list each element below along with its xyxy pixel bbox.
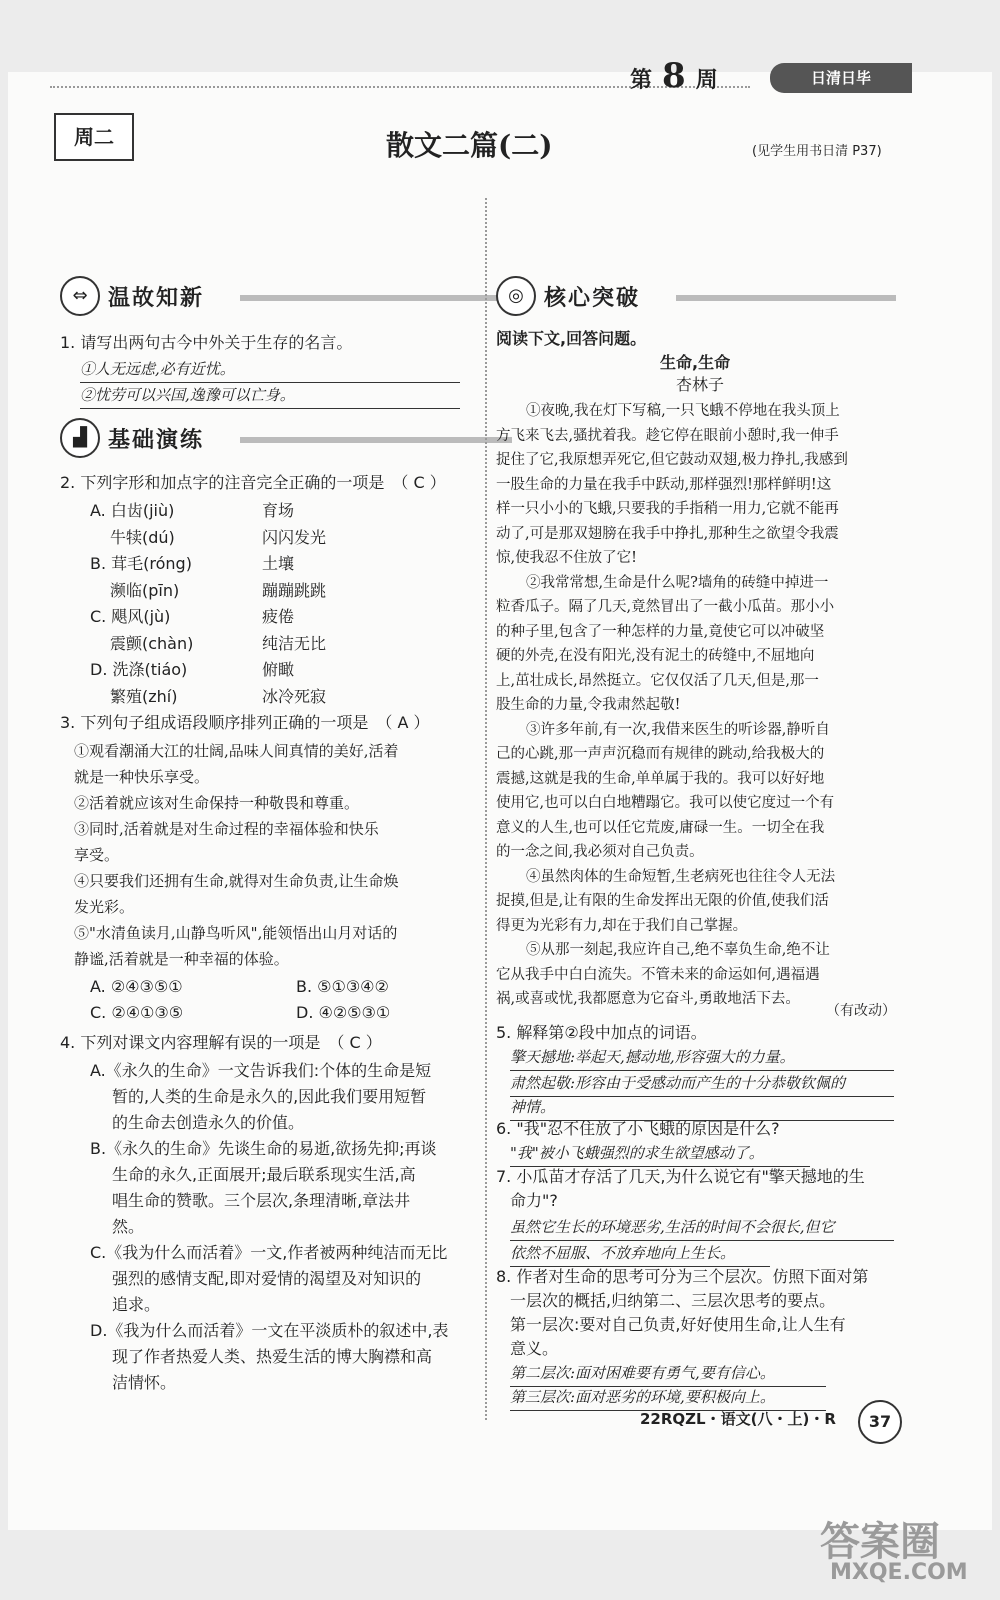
passage-line: 捉住了它,我原想弄死它,但它鼓动双翅,极力挣扎,我感到 xyxy=(496,452,848,468)
option-3c: C. ②④①③⑤ xyxy=(90,1003,184,1022)
question-4-option-line: 洁情怀。 xyxy=(112,1373,177,1392)
question-7-line2: 命力"? xyxy=(510,1191,558,1210)
question-4-option-line: 现了作者热爱人类、热爱生活的博大胸襟和高 xyxy=(112,1347,433,1366)
arrows-icon: ⇔ xyxy=(60,276,100,316)
question-4-option-line: 暂的,人类的生命是永久的,因此我们要用短暂 xyxy=(112,1087,427,1106)
daily-tag: 日清日毕 xyxy=(770,63,912,93)
level-1-line2: 意义。 xyxy=(510,1339,559,1358)
passage-line: 祸,或喜或忧,我都愿意为它奋斗,勇敢地活下去。 xyxy=(496,991,800,1007)
passage-line: 硬的外壳,在没有阳光,没有泥土的砖缝中,不屈地向 xyxy=(496,648,815,664)
target-icon: ◎ xyxy=(496,276,536,316)
passage-line: 方飞来飞去,骚扰着我。趁它停在眼前小憩时,我一伸手 xyxy=(496,427,839,444)
question-3-sentence: ③同时,活着就是对生命过程的幸福体验和快乐 xyxy=(74,820,379,838)
question-4-option-line: A.《永久的生命》一文告诉我们:个体的生命是短 xyxy=(90,1061,432,1080)
question-3-sentence: ①观看潮涌大江的壮阔,品味人间真情的美好,活着 xyxy=(74,742,399,760)
passage-line: 捉摸,但是,让有限的生命发挥出无限的价值,使我们活 xyxy=(496,893,829,909)
passage-line: 粒香瓜子。隔了几天,竟然冒出了一截小瓜苗。那小小 xyxy=(496,599,835,615)
day-badge: 周二 xyxy=(54,113,134,161)
question-4-option-line: 唱生命的赞歌。三个层次,条理清晰,章法井 xyxy=(112,1191,411,1210)
passage-line: 的种子里,包含了一种怎样的力量,竟使它可以冲破坚 xyxy=(496,623,825,640)
watermark-logo: 答案圈 xyxy=(820,1519,940,1565)
page-number: 37 xyxy=(858,1400,902,1444)
option-2-item: 纯洁无比 xyxy=(262,633,327,653)
option-2-item: 繁殖(zhí) xyxy=(110,686,178,706)
question-3-sentence: 静谧,活着就是一种幸福的体验。 xyxy=(74,950,289,968)
footer-code: 22RQZL・语文(八・上)・R xyxy=(640,1410,836,1428)
section-core: ◎ 核心突破 xyxy=(496,276,640,316)
passage-title: 生命,生命 xyxy=(660,353,731,372)
answer-7-line1: 虽然它生长的环境恶劣,生活的时间不会很长,但它 xyxy=(510,1214,894,1241)
question-4-option-line: C.《我为什么而活着》一文,作者被两种纯洁而无比 xyxy=(90,1243,448,1262)
passage-author: 杏林子 xyxy=(676,375,725,394)
question-4-option-line: 强烈的感情支配,即对爱情的渴望及对知识的 xyxy=(112,1269,422,1288)
passage-line: 意义的人生,也可以任它荒废,庸碌一生。一切全在我 xyxy=(496,819,825,836)
passage-line: 的一念之间,我必须对自己负责。 xyxy=(496,844,704,860)
passage-line: ③许多年前,有一次,我借来医生的听诊器,静听自 xyxy=(526,721,830,738)
passage-line: 它从我手中白白流失。不管未来的命运如何,遇福遇 xyxy=(496,966,820,983)
answer-6: "我"被小飞蛾强烈的求生欲望感动了。 xyxy=(510,1140,810,1167)
question-4-option-line: 生命的永久,正面展开;最后联系现实生活,高 xyxy=(112,1165,416,1184)
passage-line: ⑤从那一刻起,我应许自己,绝不辜负生命,绝不让 xyxy=(526,942,830,958)
reference-note: (见学生用书日清 P37) xyxy=(752,144,882,159)
question-4-option-line: D.《我为什么而活着》一文在平淡质朴的叙述中,表 xyxy=(90,1321,449,1340)
question-3-sentence: ⑤"水清鱼读月,山静鸟听风",能领悟出山月对话的 xyxy=(74,924,398,942)
column-divider xyxy=(485,198,487,1420)
answer-1a: ①人无远虑,必有近忧。 xyxy=(80,356,460,383)
option-3b: B. ⑤①③④② xyxy=(296,977,389,996)
question-6: 6. "我"忍不住放了小飞蛾的原因是什么? xyxy=(496,1119,780,1138)
option-2-item: C. 飓风(jù) xyxy=(90,607,171,626)
passage-line: ①夜晚,我在灯下写稿,一只飞蛾不停地在我头顶上 xyxy=(526,403,840,419)
option-2-item: 育场 xyxy=(262,501,295,520)
passage-line: ④虽然肉体的生命短暂,生老病死也往往令人无法 xyxy=(526,868,836,885)
question-3-sentence: ④只要我们还拥有生命,就得对生命负责,让生命焕 xyxy=(74,872,399,890)
passage-line: 己的心跳,那一声声沉稳而有规律的跳动,给我极大的 xyxy=(496,746,825,762)
page-title: 散文二篇(二) xyxy=(386,129,553,162)
option-2-item: 冰冷死寂 xyxy=(262,686,327,706)
answer-7-line2: 依然不屈服、不放弃地向上生长。 xyxy=(510,1240,770,1267)
question-3-sentence: 发光彩。 xyxy=(74,898,135,916)
section-basics: ▟ 基础演练 xyxy=(60,418,204,458)
question-4-option-line: 的生命去创造永久的价值。 xyxy=(112,1113,305,1132)
passage-line: 上,茁壮成长,昂然挺立。它仅仅活了几天,但是,那一 xyxy=(496,672,819,689)
passage-line: 一股生命的力量在我手中跃动,那样强烈!那样鲜明!这 xyxy=(496,476,832,493)
question-1: 1. 请写出两句古今中外关于生存的名言。 xyxy=(60,333,353,352)
passage-line: 惊,使我忍不住放了它! xyxy=(496,550,637,566)
week-label: 第 8 周 xyxy=(630,56,718,96)
passage-line: 样一只小小的飞蛾,只要我的手指稍一用力,它就不能再 xyxy=(496,501,839,517)
option-2-item: 濒临(pīn) xyxy=(110,580,180,600)
option-2-item: 震颤(chàn) xyxy=(110,633,194,653)
question-4-option-line: B.《永久的生命》先谈生命的易逝,欲扬先抑;再谈 xyxy=(90,1139,437,1158)
option-2-item: 土壤 xyxy=(262,554,295,573)
passage-line: ②我常常想,生命是什么呢?墙角的砖缝中掉进一 xyxy=(526,574,829,591)
section-review: ⇔ 温故知新 xyxy=(60,276,204,316)
question-4: 4. 下列对课文内容理解有误的一项是 （ C ） xyxy=(60,1033,382,1052)
option-2-item: D. 洗涤(tiáo) xyxy=(90,660,188,679)
level-2-answer: 第二层次:面对困难要有勇气,要有信心。 xyxy=(510,1360,826,1387)
level-3-answer: 第三层次:面对恶劣的环境,要积极向上。 xyxy=(510,1384,826,1411)
question-3: 3. 下列句子组成语段顺序排列正确的一项是 （ A ） xyxy=(60,713,430,732)
option-2-item: 俯瞰 xyxy=(262,660,295,679)
option-3d: D. ④②⑤③① xyxy=(296,1003,391,1022)
question-3-sentence: ②活着就应该对生命保持一种敬畏和尊重。 xyxy=(74,794,360,812)
question-7-line1: 7. 小瓜苗才存活了几天,为什么说它有"擎天撼地的生 xyxy=(496,1167,865,1186)
question-5: 5. 解释第②段中加点的词语。 xyxy=(496,1023,707,1042)
answer-1b: ②忧劳可以兴国,逸豫可以亡身。 xyxy=(80,382,460,409)
passage-line: 使用它,也可以白白地糟蹋它。我可以使它度过一个有 xyxy=(496,795,835,811)
passage-line: 得更为光彩有力,却在于我们自己掌握。 xyxy=(496,917,748,934)
chart-icon: ▟ xyxy=(60,418,100,458)
option-2-item: 蹦蹦跳跳 xyxy=(262,580,327,600)
answer-5b-line2: 神情。 xyxy=(510,1094,894,1121)
reading-intro: 阅读下文,回答问题。 xyxy=(496,329,647,348)
question-8-line2: 一层次的概括,归纳第二、三层次思考的要点。 xyxy=(510,1291,836,1310)
option-2-item: A. 白齿(jiù) xyxy=(90,501,175,520)
option-3a: A. ②④③⑤① xyxy=(90,977,183,996)
option-2-item: 疲倦 xyxy=(262,607,295,626)
question-4-option-line: 然。 xyxy=(112,1217,145,1236)
option-2-item: B. 茸毛(róng) xyxy=(90,554,192,573)
watermark-url: MXQE.COM xyxy=(830,1560,968,1585)
question-2: 2. 下列字形和加点字的注音完全正确的一项是 （ C ） xyxy=(60,473,446,492)
option-2-item: 闪闪发光 xyxy=(262,527,327,547)
passage-line: 股生命的力量,令我肃然起敬! xyxy=(496,697,681,713)
adaptation-note: （有改动） xyxy=(826,1003,896,1019)
passage-line: 震撼,这就是我的生命,单单属于我的。我可以好好地 xyxy=(496,770,825,787)
question-3-sentence: 就是一种快乐享受。 xyxy=(74,768,210,786)
answer-5b-line1: 肃然起敬:形容由于受感动而产生的十分恭敬钦佩的 xyxy=(510,1070,894,1097)
question-3-sentence: 享受。 xyxy=(74,846,120,864)
option-2-item: 牛犊(dú) xyxy=(110,527,175,547)
level-1-line1: 第一层次:要对自己负责,好好使用生命,让人生有 xyxy=(510,1315,846,1334)
answer-5a: 擎天撼地:举起天,撼动地,形容强大的力量。 xyxy=(510,1044,894,1071)
question-8-line1: 8. 作者对生命的思考可分为三个层次。仿照下面对第 xyxy=(496,1267,869,1286)
passage-line: 动了,可是那双翅膀在我手中挣扎,那种生之欲望令我震 xyxy=(496,525,839,542)
question-4-option-line: 追求。 xyxy=(112,1295,161,1314)
